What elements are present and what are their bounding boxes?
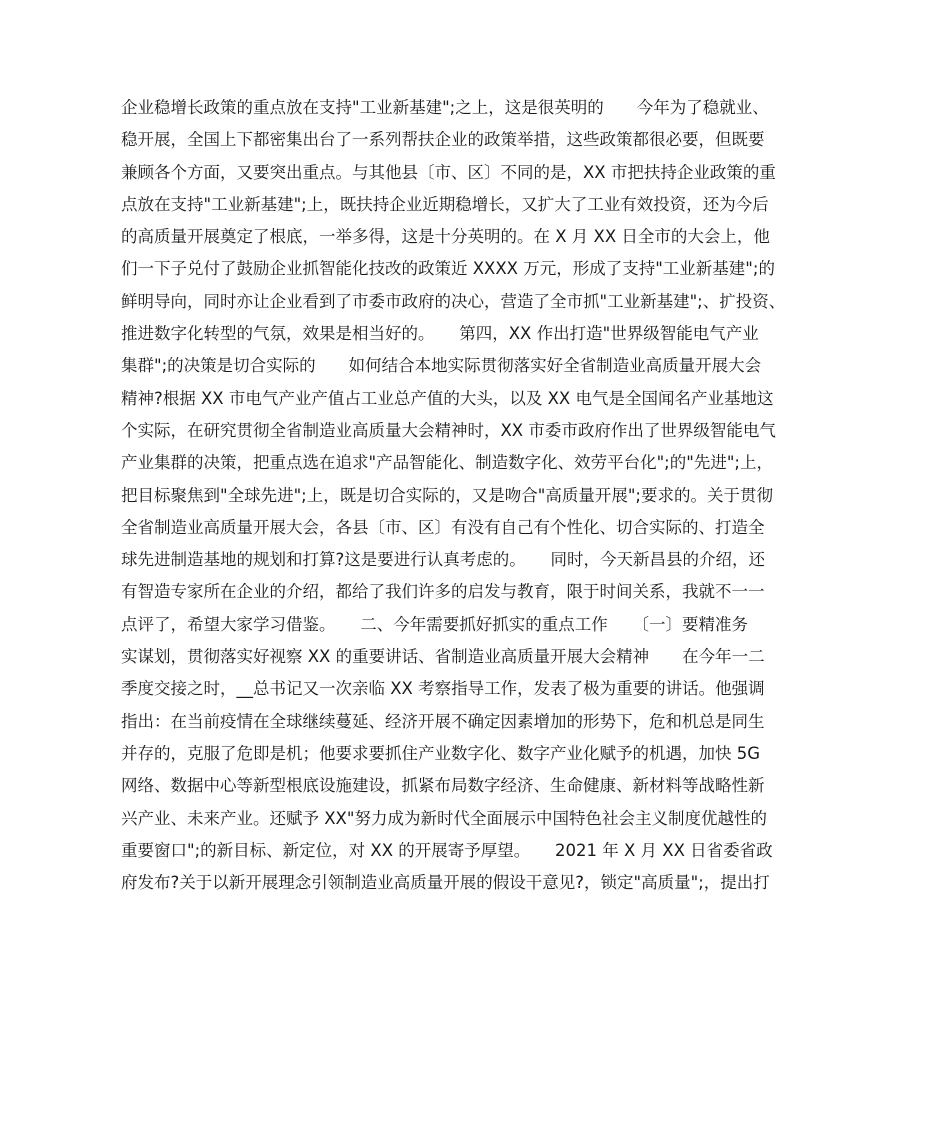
text-line: 兴产业、未来产业。还赋予 XX"努力成为新时代全面展示中国特色社会主义制度优越性的 [121, 808, 767, 828]
text-line: 稳开展，全国上下都密集出台了一系列帮扶企业的政策举措，这些政策都很必要，但既要 [121, 130, 765, 150]
text-line: 球先进制造基地的规划和打算?这是要进行认真考虑的。 同时，今天新昌县的介绍，还 [121, 550, 766, 570]
text-line: 季度交接之时，__总书记又一次亲临 XX 考察指导工作，发表了极为重要的讲话。他强调 [121, 679, 765, 699]
text-line: 们一下子兑付了鼓励企业抓智能化技改的政策近 XXXX 万元，形成了支持"工业新基建";的 [121, 259, 775, 279]
text-line: 有智造专家所在企业的介绍，都给了我们许多的启发与教育，限于时间关系，我就不一一 [121, 582, 765, 602]
text-line: 全省制造业高质量开展大会，各县〔市、区〕有没有自己有个性化、切合实际的、打造全 [121, 517, 765, 537]
text-line: 兼顾各个方面，又要突出重点。与其他县〔市、区〕不同的是，XX 市把扶持企业政策的重 [121, 162, 776, 182]
text-line: 重要窗口";的新目标、新定位，对 XX 的开展寄予厚望。 2021 年 X 月 XX 日省委省政 [121, 840, 773, 860]
text-line: 的高质量开展奠定了根底，一举多得，这是十分英明的。在 X 月 XX 日全市的大会上，他 [121, 227, 770, 247]
text-line: 实谋划，贯彻落实好视察 XX 的重要讲话、省制造业高质量开展大会精神 在今年一二 [121, 647, 765, 667]
text-line: 网络、数据中心等新型根底设施建设，抓紧布局数字经济、生命健康、新材料等战略性新 [121, 776, 765, 796]
text-line: 鲜明导向，同时亦让企业看到了市委市政府的决心，营造了全市抓"工业新基建";、扩投资、 [121, 291, 786, 311]
text-line: 府发布?关于以新开展理念引领制造业高质量开展的假设干意见?，锁定"高质量";，提出打 [121, 873, 770, 893]
text-line: 并存的，克服了危即是机；他要求要抓住产业数字化、数字产业化赋予的机遇，加快 5G [121, 743, 761, 763]
text-line: 点评了，希望大家学习借鉴。 二、今年需要抓好抓实的重点工作 〔一〕要精准务 [121, 614, 748, 634]
text-line: 产业集群的决策，把重点选在追求"产品智能化、制造数字化、效劳平台化";的"先进";上， [121, 453, 773, 473]
text-line: 个实际，在研究贯彻全省制造业高质量大会精神时，XX 市委市政府作出了世界级智能电气 [121, 420, 776, 440]
text-line: 指出：在当前疫情在全球继续蔓延、经济开展不确定因素增加的形势下，危和机总是同生 [121, 711, 765, 731]
text-line: 推进数字化转型的气氛，效果是相当好的。 第四，XX 作出打造"世界级智能电气产业 [121, 324, 759, 344]
text-line: 精神?根据 XX 市电气产业产值占工业总产值的大头，以及 XX 电气是全国闻名产业基地这 [121, 388, 774, 408]
text-line: 集群";的决策是切合实际的 如何结合本地实际贯彻落实好全省制造业高质量开展大会 [121, 356, 762, 376]
body-text [121, 92, 841, 899]
text-line: 点放在支持"工业新基建";上，既扶持企业近期稳增长，又扩大了工业有效投资，还为今后 [121, 194, 769, 214]
text-line: 把目标聚焦到"全球先进";上，既是切合实际的，又是吻合"高质量开展";要求的。关于贯彻 [121, 485, 773, 505]
text-line: 企业稳增长政策的重点放在支持"工业新基建";之上，这是很英明的 今年为了稳就业、 [121, 98, 769, 117]
